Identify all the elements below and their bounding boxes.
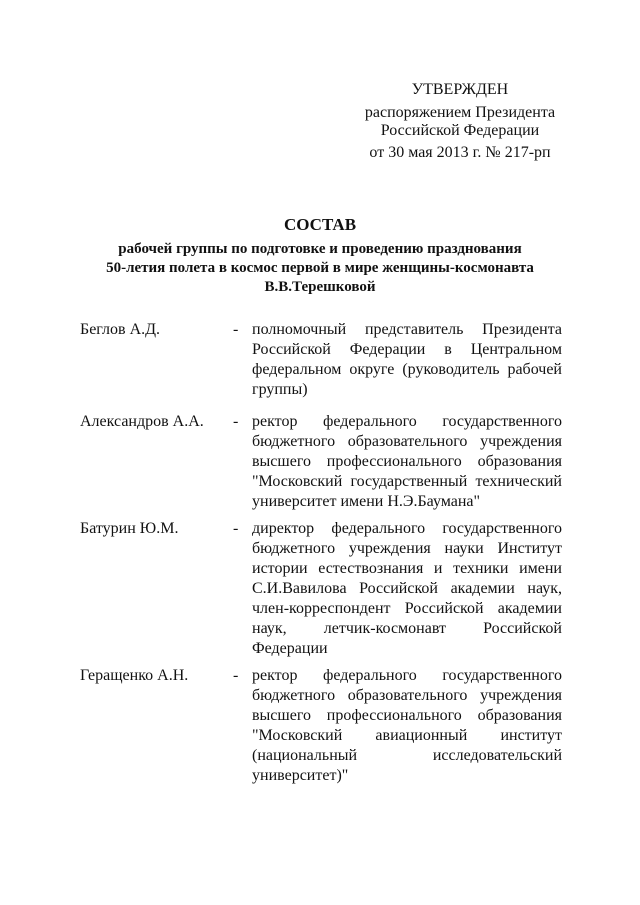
member-description: полномочный представитель Президента Российской Федерации в Центральном федеральном округе (руководитель рабочей группы) <box>252 321 562 398</box>
approval-line-3: от 30 мая 2013 г. № 217-рп <box>369 144 551 161</box>
heading-subtitle-line-3: В.В.Терешковой <box>264 279 376 295</box>
member-description: ректор федерального государственного бюджетного образовательного учреждения высшего профессионального образования "Московский государственный технический университет имени Н.Э.Баумана" <box>252 413 562 510</box>
approval-line-2: Российской Федерации <box>380 122 540 139</box>
member-name: Беглов А.Д. <box>80 321 161 338</box>
member-name: Батурин Ю.М. <box>80 520 179 537</box>
approval-title: УТВЕРЖДЕН <box>411 81 509 98</box>
heading-title: СОСТАВ <box>283 215 357 234</box>
heading-subtitle-line-2: 50-летия полета в космос первой в мире женщины-космонавта <box>106 260 534 276</box>
member-dash: - <box>233 413 239 430</box>
member-dash: - <box>233 667 239 684</box>
member-dash: - <box>233 520 239 537</box>
member-dash: - <box>233 321 239 338</box>
heading-subtitle-line-1: рабочей группы по подготовке и проведению празднования <box>118 241 522 257</box>
approval-line-1: распоряжением Президента <box>364 104 556 121</box>
member-description: директор федерального государственного бюджетного учреждения науки Институт истории естествознания и техники имени С.И.Вавилова Российской академии наук, член-корреспондент Российской академии наук, летчик-космонавт Российской Федерации <box>252 520 562 657</box>
member-name: Александров А.А. <box>80 413 204 430</box>
member-description: ректор федерального государственного бюджетного образовательного учреждения высшего профессионального образования "Московский авиационный институт (национальный исследовательский университет)" <box>252 667 562 784</box>
member-name: Геращенко А.Н. <box>80 667 189 684</box>
